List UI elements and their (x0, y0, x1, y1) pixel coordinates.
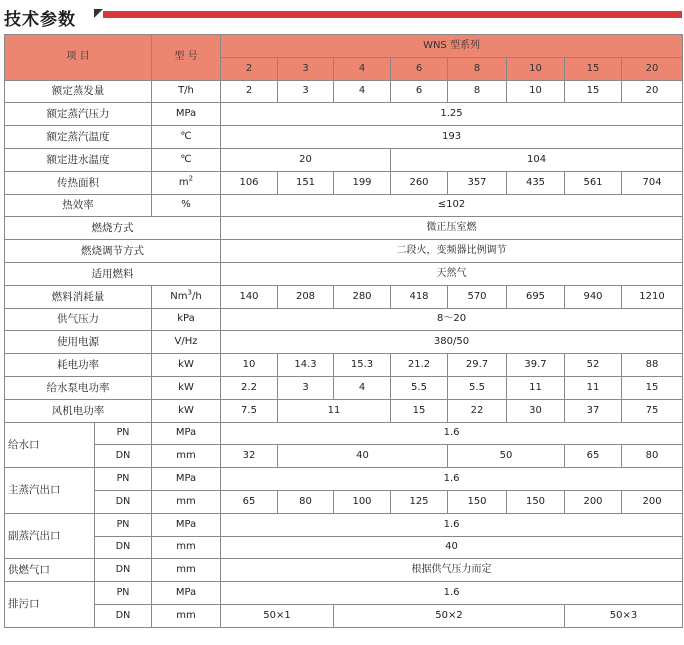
sub-label: PN (95, 582, 152, 605)
value-cell: 21.2 (391, 354, 448, 377)
unit-cell: MPa (152, 582, 221, 605)
value-cell: 20 (221, 148, 391, 171)
spec-table (4, 34, 683, 628)
value-cell: 106 (221, 171, 278, 194)
value-cell: 50×3 (565, 604, 683, 627)
value-cell: 260 (391, 171, 448, 194)
value-cell: 208 (278, 285, 334, 308)
group-label: 给水口 (5, 422, 95, 468)
value-cell: 150 (507, 490, 565, 513)
value-cell: 37 (565, 399, 622, 422)
value-cell: 15 (622, 376, 683, 399)
value-cell: 15.3 (334, 354, 391, 377)
sub-label: PN (95, 468, 152, 491)
value-cell: 15 (391, 399, 448, 422)
table-row (5, 331, 683, 354)
table-row (5, 445, 683, 468)
table-row (5, 422, 683, 445)
unit-cell: Nm$^3$/h (152, 285, 221, 308)
value-cell: 75 (622, 399, 683, 422)
group-label: 排污口 (5, 582, 95, 628)
unit-cell: mm (152, 559, 221, 582)
value-cell: 380/50 (221, 331, 683, 354)
unit-cell: ℃ (152, 126, 221, 149)
table-row (5, 308, 683, 331)
value-cell: 140 (221, 285, 278, 308)
table-row (5, 354, 683, 377)
unit-cell: kW (152, 399, 221, 422)
value-cell: 1.6 (221, 422, 683, 445)
value-cell: 8～20 (221, 308, 683, 331)
header-model-cell: 8 (448, 57, 507, 80)
row-label: 传热面积 (5, 171, 152, 194)
group-label: 供燃气口 (5, 559, 95, 582)
header-model-cell: 20 (622, 57, 683, 80)
table-row (5, 468, 683, 491)
table-row (5, 604, 683, 627)
table-row (5, 126, 683, 149)
unit-cell: mm (152, 536, 221, 559)
unit-cell: MPa (152, 468, 221, 491)
value-cell: 65 (221, 490, 278, 513)
value-cell: 4 (334, 376, 391, 399)
table-body (5, 80, 683, 627)
value-cell: 704 (622, 171, 683, 194)
table-row (5, 376, 683, 399)
table-row (5, 240, 683, 263)
value-cell: 15 (565, 80, 622, 103)
row-label: 热效率 (5, 194, 152, 217)
table-row (5, 285, 683, 308)
sub-label: PN (95, 422, 152, 445)
table-row (5, 80, 683, 103)
value-cell: 80 (278, 490, 334, 513)
value-cell: 4 (334, 80, 391, 103)
value-cell: 50 (448, 445, 565, 468)
unit-cell: % (152, 194, 221, 217)
group-label: 主蒸汽出口 (5, 468, 95, 514)
header-model-cell: 4 (334, 57, 391, 80)
value-cell: 1210 (622, 285, 683, 308)
value-cell: 7.5 (221, 399, 278, 422)
row-label: 适用燃料 (5, 262, 221, 285)
unit-cell: mm (152, 490, 221, 513)
value-cell: 14.3 (278, 354, 334, 377)
value-cell: 100 (334, 490, 391, 513)
value-cell: 29.7 (448, 354, 507, 377)
row-label: 额定蒸发量 (5, 80, 152, 103)
value-cell: 280 (334, 285, 391, 308)
table-row (5, 262, 683, 285)
unit-cell: MPa (152, 422, 221, 445)
value-cell: 30 (507, 399, 565, 422)
value-cell: 418 (391, 285, 448, 308)
value-cell: 40 (278, 445, 448, 468)
value-cell: 357 (448, 171, 507, 194)
row-label: 额定蒸汽温度 (5, 126, 152, 149)
title-bar-red-stripe (103, 11, 682, 18)
value-cell: 200 (565, 490, 622, 513)
table-row (5, 217, 683, 240)
unit-cell: V/Hz (152, 331, 221, 354)
header-model-cell: 15 (565, 57, 622, 80)
value-cell: 8 (448, 80, 507, 103)
value-cell: 二段火，变频器比例调节 (221, 240, 683, 263)
value-cell: 151 (278, 171, 334, 194)
row-label: 燃料消耗量 (5, 285, 152, 308)
sub-label: DN (95, 536, 152, 559)
row-label: 额定蒸汽压力 (5, 103, 152, 126)
value-cell: 193 (221, 126, 683, 149)
unit-cell: ℃ (152, 148, 221, 171)
group-label: 副蒸汽出口 (5, 513, 95, 559)
header-model: 型 号 (152, 35, 221, 81)
value-cell: 52 (565, 354, 622, 377)
table-row (5, 513, 683, 536)
header-model-cell: 6 (391, 57, 448, 80)
unit-cell: MPa (152, 103, 221, 126)
row-label: 给水泵电功率 (5, 376, 152, 399)
value-cell: 11 (278, 399, 391, 422)
row-label: 耗电功率 (5, 354, 152, 377)
unit-cell: mm (152, 604, 221, 627)
unit-cell: $m^2$ (152, 171, 221, 194)
value-cell: 435 (507, 171, 565, 194)
table-row (5, 536, 683, 559)
value-cell: 50×2 (334, 604, 565, 627)
value-cell: 11 (565, 376, 622, 399)
row-label: 燃烧调节方式 (5, 240, 221, 263)
unit-cell: kW (152, 354, 221, 377)
value-cell: 200 (622, 490, 683, 513)
sub-label: DN (95, 490, 152, 513)
table-row (5, 399, 683, 422)
value-cell: 125 (391, 490, 448, 513)
value-cell: 80 (622, 445, 683, 468)
value-cell: 1.6 (221, 468, 683, 491)
header-model-cell: 10 (507, 57, 565, 80)
unit-cell: MPa (152, 513, 221, 536)
sub-label: DN (95, 604, 152, 627)
value-cell: 2.2 (221, 376, 278, 399)
value-cell: 2 (221, 80, 278, 103)
value-cell: 695 (507, 285, 565, 308)
value-cell: 561 (565, 171, 622, 194)
value-cell: 570 (448, 285, 507, 308)
value-cell: 5.5 (448, 376, 507, 399)
header-series: WNS 型系列 (221, 35, 683, 58)
value-cell: 104 (391, 148, 683, 171)
value-cell: 150 (448, 490, 507, 513)
header-item: 项 目 (5, 35, 152, 81)
value-cell: 5.5 (391, 376, 448, 399)
value-cell: 50×1 (221, 604, 334, 627)
value-cell: 1.6 (221, 513, 683, 536)
unit-cell: mm (152, 445, 221, 468)
value-cell: 199 (334, 171, 391, 194)
value-cell: 65 (565, 445, 622, 468)
value-cell: 32 (221, 445, 278, 468)
value-cell: 10 (221, 354, 278, 377)
value-cell: ≤102 (221, 194, 683, 217)
row-label: 使用电源 (5, 331, 152, 354)
title-bar-triangle (94, 9, 103, 18)
title-decoration-bar (94, 9, 682, 18)
header-model-cell: 3 (278, 57, 334, 80)
value-cell: 1.6 (221, 582, 683, 605)
value-cell: 11 (507, 376, 565, 399)
table-row (5, 490, 683, 513)
value-cell: 20 (622, 80, 683, 103)
row-label: 燃烧方式 (5, 217, 221, 240)
row-label: 供气压力 (5, 308, 152, 331)
value-cell: 3 (278, 80, 334, 103)
table-row (5, 194, 683, 217)
value-cell: 40 (221, 536, 683, 559)
value-cell: 1.25 (221, 103, 683, 126)
value-cell: 940 (565, 285, 622, 308)
table-row (5, 103, 683, 126)
unit-cell: kPa (152, 308, 221, 331)
table-row (5, 148, 683, 171)
value-cell: 22 (448, 399, 507, 422)
value-cell: 39.7 (507, 354, 565, 377)
row-label: 风机电功率 (5, 399, 152, 422)
value-cell: 天然气 (221, 262, 683, 285)
value-cell: 88 (622, 354, 683, 377)
sub-label: DN (95, 559, 152, 582)
value-cell: 3 (278, 376, 334, 399)
table-row (5, 559, 683, 582)
unit-cell: T/h (152, 80, 221, 103)
table-row (5, 171, 683, 194)
page-title: 技术参数 (4, 10, 76, 30)
header-model-cell: 2 (221, 57, 278, 80)
value-cell: 6 (391, 80, 448, 103)
sub-label: PN (95, 513, 152, 536)
unit-cell: kW (152, 376, 221, 399)
table-header-row (5, 35, 683, 58)
value-cell: 10 (507, 80, 565, 103)
table-row (5, 582, 683, 605)
value-cell: 根据供气压力而定 (221, 559, 683, 582)
row-label: 额定进水温度 (5, 148, 152, 171)
value-cell: 微正压室燃 (221, 217, 683, 240)
sub-label: DN (95, 445, 152, 468)
